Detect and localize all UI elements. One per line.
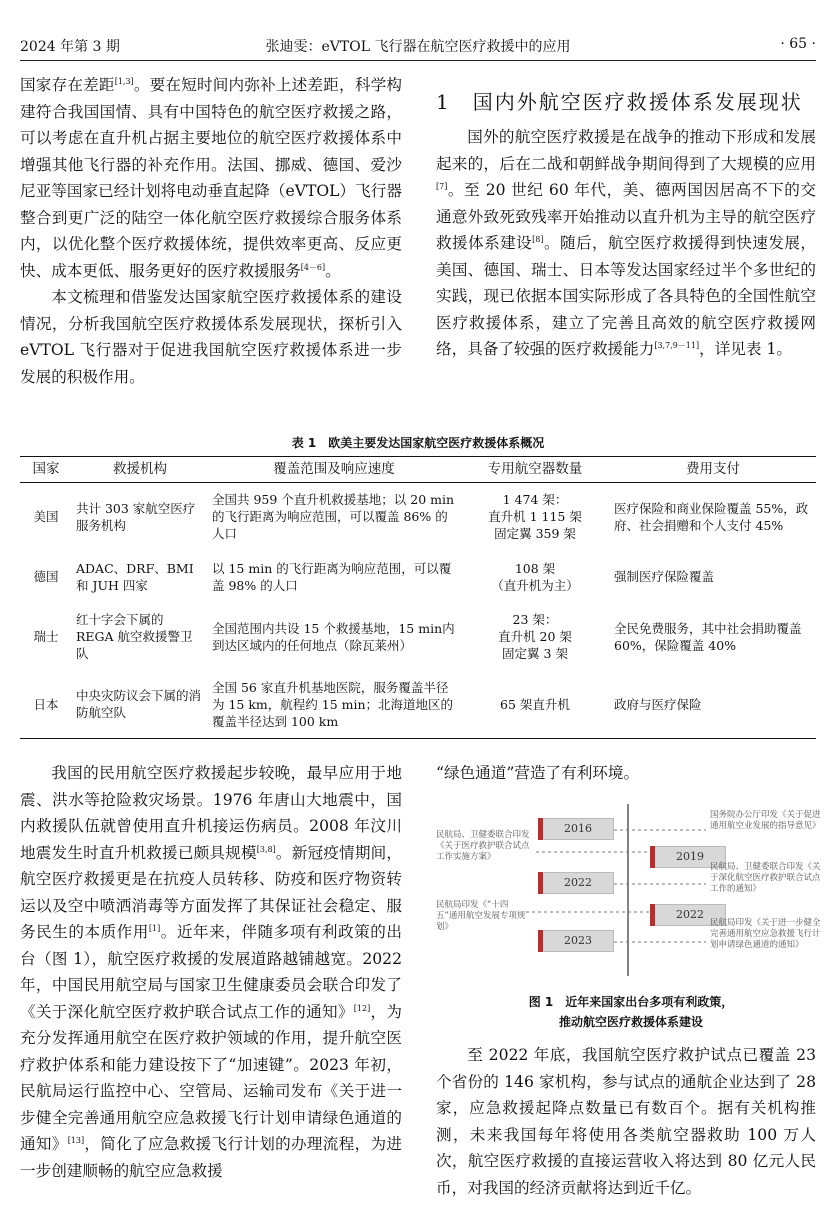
year-label-2022b: 2022 (654, 904, 726, 926)
running-title: 张迪雯：eVTOL 飞行器在航空医疗救援中的应用 (265, 39, 571, 55)
cell-payment: 医疗保险和商业保险覆盖 55%，政府、社会捐赠和个人支付 45% (614, 500, 809, 533)
cell-country: 德国 (33, 569, 59, 584)
year-label-2023: 2023 (542, 930, 614, 952)
cell-coverage: 全国范围内共设 15 个救援基地，15 min内到达区域内的任何地点（除瓦莱州） (212, 620, 455, 653)
paragraph: 我国的民用航空医疗救援起步较晚，最早应用于地震、洪水等抢险救灾场景。1976 年唐山大地震中，国内救援队伍就曾使用直升机接运伤病员。2008 年汶川地震发生时直升机救援已颇具规模[3,8]。新冠疫情期间，航空医疗救援更是在抗疫人员转移、防疫和医疗物资转运以及空中喷洒消毒等方面发挥了其保证社会稳定、服务民生的本质作用[1]。近年来，伴随多项有利政策的出台（图 1），航空医疗救援的发展道路越铺越宽。2022 年，中国民用航空局与国家卫生健康委员会联合印发了《关于深化航空医疗救护联合试点工作的通知》[12]，为充分发挥通用航空在医疗救护领域的作用，提升航空医疗救护体系和能力建设按下了“加速键”。2023 年初，民航局运行监控中心、空管局、运输司发布《关于进一步健全完善通用航空应急救援飞行计划申请绿色通道的通知》[13]，简化了应急救援飞行计划的办理流程，为进一步创建顺畅的航空应急救援 (20, 764, 402, 1180)
cell-payment: 全民免费服务，其中社会捐助覆盖60%，保险覆盖 40% (614, 620, 802, 653)
note-2022b: 民航局印发《“十四五”通用航空发展专项规划》 (436, 900, 526, 932)
right-column-top (436, 124, 816, 363)
table-1 (20, 456, 816, 739)
note-2023: 民航局印发《关于进一步健全完善通用航空应急救援飞行计划申请绿色通道的通知》 (710, 918, 821, 950)
table-row (20, 671, 816, 739)
paragraph: 至 2022 年底，我国航空医疗救护试点已覆盖 23 个省份的 146 家机构，参与试点的通航企业达到了 28 家，应急救援起降点数量已有数百个。据有关机构推测，未来我国每年将使用各类航空器救助 100 万人次，航空医疗救援的直接运营收入将达到 80 亿元人民币，对我国的经济贡献将达到近千亿。 (436, 1046, 816, 1197)
left-column-top (20, 72, 402, 390)
table-row (20, 483, 816, 551)
cell-payment: 政府与医疗保险 (610, 671, 816, 739)
header-rule (20, 60, 816, 61)
column-header: 专用航空器数量 (460, 457, 610, 483)
issue-label: 2024 年第 3 期 (20, 39, 120, 55)
cell-org: ADAC、DRF、BMI 和 JUH 四家 (76, 560, 194, 593)
cell-org: 红十字会下属的 REGA 航空救援警卫队 (76, 612, 193, 661)
column-header: 国家 (20, 457, 72, 483)
cell-count: 1 474 架： 直升机 1 115 架 固定翼 359 架 (488, 492, 582, 542)
column-header: 救援机构 (72, 457, 208, 483)
cell-org: 共计 303 家航空医疗服务机构 (76, 500, 196, 533)
cell-coverage: 以 15 min 的飞行距离为响应范围，可以覆盖 98% 的人口 (212, 560, 452, 593)
paragraph: 国外的航空医疗救援是在战争的推动下形成和发展起来的，后在二战和朝鲜战争期间得到了大规模的应用[7]。至 20 世纪 60 年代，美、德两国因居高不下的交通意外致死致残率开始推动以直升机为主导的航空医疗救援体系建设[8]。随后，航空医疗救援得到快速发展，美国、德国、瑞士、日本等发达国家经过半个多世纪的实践，现已依据本国实际形成了各具特色的全国性航空医疗救援体系，建立了完善且高效的航空医疗救援网络，具备了较强的医疗救援能力[3,7,9－11]，详见表 1。 (436, 128, 816, 358)
year-label-2022a: 2022 (542, 872, 614, 894)
year-label-2016: 2016 (542, 818, 614, 840)
paragraph: 国家存在差距[1,3]。要在短时间内弥补上述差距，科学构建符合我国国情、具有中国特色的航空医疗救援之路，可以考虑在直升机占据主要地位的航空医疗救援体系中增强其他飞行器的补充作用。法国、挪威、德国、爱沙尼亚等国家已经计划将电动垂直起降（eVTOL）飞行器整合到更广泛的陆空一体化航空医疗救援综合服务体系内，以优化整个医疗救援体统，提供效率更高、反应更快、成本更低、服务更好的医疗救援服务[4－6]。 (20, 76, 402, 280)
cell-org: 中央灾防议会下属的消防航空队 (72, 671, 208, 739)
column-header: 覆盖范围及响应速度 (208, 457, 460, 483)
page-number: · 65 · (780, 36, 816, 52)
column-header: 费用支付 (610, 457, 816, 483)
cell-count: 23 架： 直升机 20 架 固定翼 3 架 (498, 612, 572, 661)
table-row (20, 603, 816, 671)
table-header-row (20, 457, 816, 483)
cell-country: 美国 (33, 509, 59, 525)
left-column-bottom (20, 760, 402, 1184)
cell-payment: 强制医疗保险覆盖 (614, 569, 715, 584)
year-label-2019: 2019 (654, 846, 726, 868)
note-2016: 国务院办公厅印发《关于促进通用航空业发展的指导意见》 (710, 810, 821, 831)
right-column-bottom (436, 1042, 816, 1201)
note-2022a: 民航局、卫健委联合印发《关于深化航空医疗救护联合试点工作的通知》 (710, 862, 821, 894)
table-row (20, 551, 816, 603)
cell-coverage: 全国共 959 个直升机救援基地；以 20 min 的飞行距离为响应范围，可以覆盖 86% 的人口 (212, 492, 455, 542)
cell-country: 瑞士 (33, 629, 59, 644)
cell-country: 日本 (20, 671, 72, 739)
cell-coverage: 全国 56 家直升机基地医院，服务覆盖半径为 15 km，航程约 15 min；北海道地区的覆盖半径达到 100 km (208, 671, 460, 739)
section-heading: 1 国内外航空医疗救援体系发展现状 (436, 90, 803, 114)
cell-count: 65 架直升机 (460, 671, 610, 739)
figure-1-timeline (436, 800, 826, 980)
note-2019: 民航局、卫健委联合印发《关于医疗救护联合试点工作实施方案》 (436, 830, 530, 862)
cell-count: 108 架 （直升机为主） (491, 560, 579, 593)
paragraph: “绿色通道”营造了有利环境。 (436, 764, 640, 782)
paragraph: 本文梳理和借鉴发达国家航空医疗救援体系的建设情况，分析我国航空医疗救援体系发展现状，探析引入 eVTOL 飞行器对于促进我国航空医疗救援体系进一步发展的积极作用。 (20, 288, 402, 386)
table-caption: 表 1 欧美主要发达国家航空医疗救援体系概况 (291, 436, 545, 450)
right-column-mid (436, 760, 816, 787)
figure-caption: 图 1 近年来国家出台多项有利政策， 推动航空医疗救援体系建设 (528, 995, 734, 1029)
